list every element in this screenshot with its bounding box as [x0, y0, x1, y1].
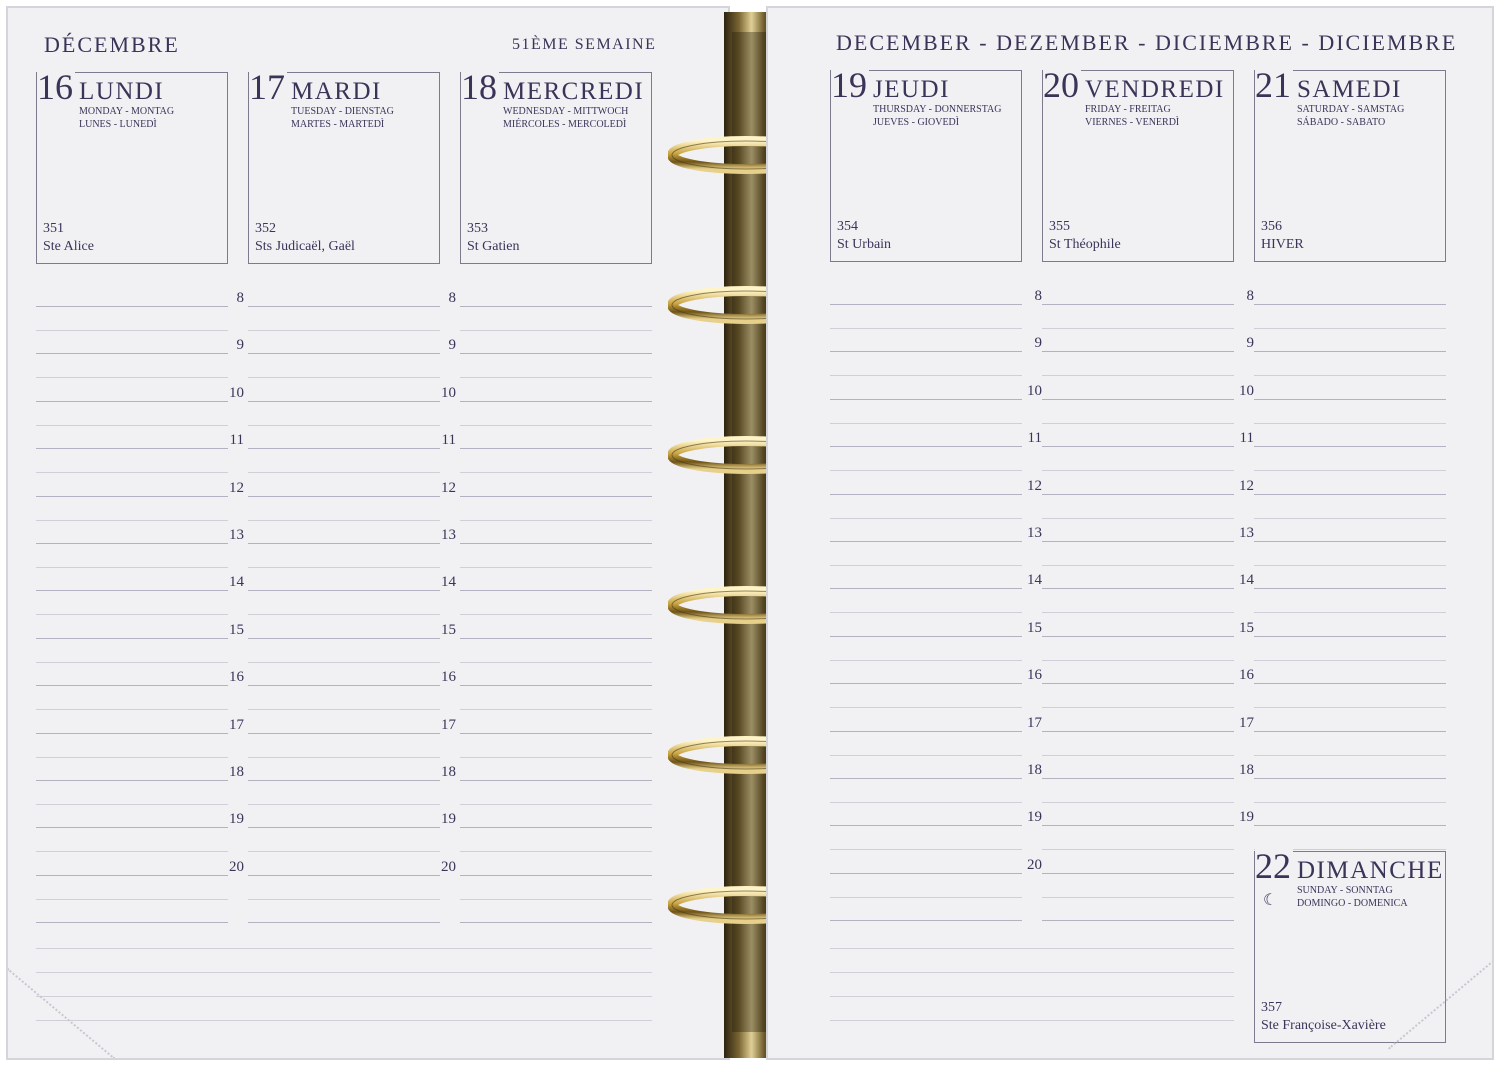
corner-perforation [8, 968, 115, 1058]
left-planner-page [8, 8, 728, 1058]
half-hour-line [460, 567, 652, 568]
half-hour-line [1042, 470, 1234, 471]
day-name-translations: WEDNESDAY - MITTWOCH [503, 106, 629, 117]
hour-label: 14 [1239, 572, 1254, 589]
hour-label: 16 [1027, 667, 1042, 684]
day-box[interactable] [36, 67, 228, 264]
half-hour-line [830, 849, 1022, 850]
hour-line [248, 496, 440, 497]
half-hour-line [36, 425, 228, 426]
half-hour-line [1042, 518, 1234, 519]
half-hour-line [830, 612, 1022, 613]
hour-line [460, 922, 652, 923]
hour-line [248, 590, 440, 591]
hour-label: 19 [1239, 809, 1254, 826]
half-hour-line [1254, 328, 1446, 329]
day-number: 19 [831, 65, 867, 105]
hour-label: 18 [229, 764, 244, 780]
day-name: LUNDI [79, 78, 165, 105]
hour-line [1042, 873, 1234, 874]
hour-label: 16 [441, 669, 456, 686]
hour-line [36, 401, 228, 402]
hour-line [1042, 683, 1234, 684]
hour-line [36, 448, 228, 449]
sunday-number: 22 [1255, 846, 1291, 886]
hour-label: 15 [1239, 619, 1254, 636]
half-hour-line [830, 470, 1022, 471]
hour-label: 11 [441, 432, 456, 449]
hour-line [1042, 494, 1234, 495]
half-hour-line [248, 330, 440, 331]
hour-label: 8 [1246, 288, 1254, 304]
hour-line [248, 922, 440, 923]
hour-line [830, 920, 1022, 921]
hour-line [1254, 636, 1446, 637]
half-hour-line [460, 851, 652, 852]
hour-line [460, 875, 652, 876]
half-hour-line [248, 662, 440, 663]
half-hour-line [1254, 755, 1446, 756]
half-hour-line [830, 375, 1022, 376]
hour-line [36, 306, 228, 307]
half-hour-line [36, 804, 228, 805]
hour-label: 15 [441, 621, 456, 638]
day-name: VENDREDI [1085, 76, 1225, 103]
day-name-translations: FRIDAY - FREITAG [1085, 104, 1171, 115]
half-hour-line [1042, 660, 1234, 661]
right-planner-page [768, 8, 1492, 1058]
day-box[interactable] [248, 67, 440, 264]
notes-line [830, 972, 1234, 973]
hour-line [36, 875, 228, 876]
hour-label: 16 [229, 669, 244, 686]
hour-line [1254, 446, 1446, 447]
day-name: MARDI [291, 78, 382, 105]
hour-label: 14 [229, 574, 244, 591]
hour-line [830, 636, 1022, 637]
half-hour-line [248, 899, 440, 900]
hour-line [460, 638, 652, 639]
half-hour-line [1254, 470, 1446, 471]
day-number: 18 [461, 67, 497, 107]
hour-line [830, 399, 1022, 400]
hour-line [1042, 825, 1234, 826]
hour-line [460, 401, 652, 402]
hour-line [36, 733, 228, 734]
half-hour-line [248, 425, 440, 426]
half-hour-line [248, 804, 440, 805]
day-name-translations: TUESDAY - DIENSTAG [291, 106, 394, 117]
hour-label: 19 [229, 811, 244, 828]
hour-line [460, 543, 652, 544]
hour-label: 20 [1027, 856, 1042, 873]
half-hour-line [1042, 849, 1234, 850]
day-of-year: 351 [43, 221, 64, 236]
hour-label: 13 [1027, 525, 1042, 541]
hour-line [830, 351, 1022, 352]
notes-line [36, 948, 652, 949]
hour-label: 12 [441, 479, 456, 496]
hour-line [1042, 920, 1234, 921]
hour-line [1254, 731, 1446, 732]
hour-line [1042, 399, 1234, 400]
hour-label: 12 [1239, 477, 1254, 494]
hour-line [1254, 494, 1446, 495]
half-hour-line [248, 614, 440, 615]
hour-label: 17 [1239, 714, 1254, 731]
sunday-sub1: SUNDAY - SONNTAG [1297, 885, 1393, 896]
hour-line [460, 780, 652, 781]
half-hour-line [460, 425, 652, 426]
hour-line [1254, 778, 1446, 779]
month-title: DÉCEMBRE [44, 32, 180, 57]
half-hour-line [1254, 802, 1446, 803]
notes-line [830, 996, 1234, 997]
half-hour-line [1254, 375, 1446, 376]
hour-line [1042, 304, 1234, 305]
hour-line [830, 825, 1022, 826]
hour-line [1254, 351, 1446, 352]
hour-label: 17 [229, 716, 244, 733]
hour-line [36, 353, 228, 354]
day-box[interactable] [1042, 65, 1234, 262]
hour-label: 13 [1239, 525, 1254, 541]
day-number: 20 [1043, 65, 1079, 105]
day-box[interactable] [830, 65, 1022, 262]
hour-line [1042, 588, 1234, 589]
hour-label: 15 [229, 621, 244, 638]
half-hour-line [830, 565, 1022, 566]
half-hour-line [1042, 707, 1234, 708]
hour-line [248, 875, 440, 876]
hour-line [1042, 541, 1234, 542]
half-hour-line [1042, 375, 1234, 376]
notes-line [830, 1020, 1234, 1021]
hour-label: 18 [1027, 762, 1042, 778]
day-number: 21 [1255, 65, 1291, 105]
hour-line [830, 873, 1022, 874]
hour-line [830, 494, 1022, 495]
half-hour-line [36, 567, 228, 568]
hour-line [830, 778, 1022, 779]
hour-line [248, 780, 440, 781]
half-hour-line [36, 757, 228, 758]
hour-line [1254, 399, 1446, 400]
hour-label: 15 [1027, 619, 1042, 636]
half-hour-line [460, 614, 652, 615]
half-hour-line [248, 757, 440, 758]
half-hour-line [1042, 565, 1234, 566]
half-hour-line [1254, 612, 1446, 613]
sunday-name: DIMANCHE [1297, 857, 1444, 884]
saint-name: St Urbain [837, 237, 892, 252]
day-box[interactable] [460, 67, 652, 264]
day-name-translations: MONDAY - MONTAG [79, 106, 175, 117]
hour-label: 18 [1239, 762, 1254, 778]
hour-label: 11 [1027, 430, 1042, 447]
hour-line [1254, 541, 1446, 542]
half-hour-line [460, 757, 652, 758]
hour-line [460, 353, 652, 354]
hour-label: 19 [441, 811, 456, 828]
sunday-sub2: DOMINGO - DOMENICA [1297, 898, 1408, 909]
day-name: JEUDI [873, 76, 950, 103]
hour-label: 12 [1027, 477, 1042, 494]
half-hour-line [36, 851, 228, 852]
half-hour-line [460, 804, 652, 805]
hour-line [248, 401, 440, 402]
hour-line [36, 590, 228, 591]
day-box[interactable] [1254, 65, 1446, 262]
hour-label: 16 [1239, 667, 1254, 684]
hour-line [830, 541, 1022, 542]
half-hour-line [830, 328, 1022, 329]
hour-line [1042, 446, 1234, 447]
hour-label: 10 [441, 384, 456, 401]
hour-line [248, 306, 440, 307]
half-hour-line [36, 709, 228, 710]
half-hour-line [460, 709, 652, 710]
hour-line [830, 446, 1022, 447]
hour-line [460, 590, 652, 591]
hour-line [1254, 588, 1446, 589]
hour-label: 13 [441, 527, 456, 543]
half-hour-line [830, 518, 1022, 519]
half-hour-line [248, 567, 440, 568]
hour-label: 12 [229, 479, 244, 496]
hour-line [1042, 636, 1234, 637]
half-hour-line [36, 899, 228, 900]
hour-label: 10 [229, 384, 244, 401]
hour-label: 9 [448, 337, 456, 354]
half-hour-line [1042, 802, 1234, 803]
moon-phase-icon: ☾ [1263, 892, 1278, 909]
day-name-translations: SATURDAY - SAMSTAG [1297, 104, 1405, 115]
half-hour-line [830, 660, 1022, 661]
saint-name: St Théophile [1049, 237, 1121, 252]
hour-line [248, 638, 440, 639]
hour-label: 18 [441, 764, 456, 780]
hour-label: 8 [236, 290, 244, 306]
day-name-translations: THURSDAY - DONNERSTAG [873, 104, 1002, 115]
day-name-translations: MIÉRCOLES - MERCOLEDÌ [503, 119, 627, 130]
notes-line [36, 972, 652, 973]
half-hour-line [1254, 660, 1446, 661]
hour-line [1254, 825, 1446, 826]
hour-line [36, 496, 228, 497]
hour-line [460, 496, 652, 497]
hour-label: 17 [441, 716, 456, 733]
hour-label: 10 [1027, 382, 1042, 399]
half-hour-line [830, 802, 1022, 803]
half-hour-line [1042, 612, 1234, 613]
hour-line [1042, 778, 1234, 779]
hour-label: 9 [1034, 335, 1042, 352]
saint-name: Ste Alice [43, 239, 94, 254]
half-hour-line [460, 899, 652, 900]
saint-name: St Gatien [467, 239, 520, 254]
hour-line [1254, 683, 1446, 684]
half-hour-line [1254, 518, 1446, 519]
day-name-translations: JUEVES - GIOVEDÌ [873, 117, 960, 128]
half-hour-line [36, 330, 228, 331]
hour-label: 14 [1027, 572, 1042, 589]
hour-label: 11 [1239, 430, 1254, 447]
hour-line [830, 588, 1022, 589]
hour-line [1042, 351, 1234, 352]
half-hour-line [830, 897, 1022, 898]
day-name-translations: LUNES - LUNEDÌ [79, 119, 157, 130]
day-number: 16 [37, 67, 73, 107]
half-hour-line [1042, 328, 1234, 329]
half-hour-line [36, 662, 228, 663]
hour-line [830, 683, 1022, 684]
day-of-year: 355 [1049, 219, 1070, 234]
hour-line [1042, 731, 1234, 732]
half-hour-line [248, 520, 440, 521]
hour-label: 17 [1027, 714, 1042, 731]
day-of-year: 353 [467, 221, 488, 236]
day-of-year: 354 [837, 219, 858, 234]
half-hour-line [460, 472, 652, 473]
hour-line [36, 922, 228, 923]
half-hour-line [830, 423, 1022, 424]
hour-line [460, 448, 652, 449]
day-of-year: 356 [1261, 219, 1282, 234]
saint-name: HIVER [1261, 237, 1304, 252]
hour-label: 20 [229, 858, 244, 875]
half-hour-line [1042, 423, 1234, 424]
hour-line [460, 733, 652, 734]
hour-line [36, 685, 228, 686]
day-name-translations: MARTES - MARTEDÌ [291, 119, 385, 130]
hour-label: 8 [1034, 288, 1042, 304]
day-name-translations: SÁBADO - SABATO [1297, 117, 1386, 128]
day-of-year: 357 [1261, 1000, 1282, 1015]
day-name: SAMEDI [1297, 76, 1402, 103]
half-hour-line [460, 377, 652, 378]
hour-label: 19 [1027, 809, 1042, 826]
hour-line [36, 827, 228, 828]
hour-line [248, 543, 440, 544]
hour-line [460, 685, 652, 686]
hour-label: 14 [441, 574, 456, 591]
hour-label: 13 [229, 527, 244, 543]
half-hour-line [36, 614, 228, 615]
hour-label: 10 [1239, 382, 1254, 399]
saint-name: Ste Françoise-Xavière [1261, 1018, 1386, 1033]
hour-line [248, 448, 440, 449]
half-hour-line [36, 520, 228, 521]
notes-line [830, 948, 1234, 949]
hour-line [460, 827, 652, 828]
half-hour-line [460, 520, 652, 521]
hour-line [1254, 304, 1446, 305]
half-hour-line [248, 472, 440, 473]
half-hour-line [248, 709, 440, 710]
hour-line [248, 827, 440, 828]
hour-label: 9 [236, 337, 244, 354]
half-hour-line [460, 330, 652, 331]
month-title-multilang: DECEMBER - DEZEMBER - DICIEMBRE - DICIEMBRE [836, 30, 1458, 55]
half-hour-line [36, 377, 228, 378]
hour-line [36, 780, 228, 781]
hour-line [830, 304, 1022, 305]
week-label: 51ÈME SEMAINE [512, 36, 657, 53]
day-name-translations: VIERNES - VENERDÌ [1085, 117, 1180, 128]
half-hour-line [36, 472, 228, 473]
hour-line [830, 731, 1022, 732]
hour-label: 9 [1246, 335, 1254, 352]
hour-line [248, 353, 440, 354]
day-of-year: 352 [255, 221, 276, 236]
half-hour-line [1254, 565, 1446, 566]
day-number: 17 [249, 67, 285, 107]
half-hour-line [1254, 707, 1446, 708]
day-name: MERCREDI [503, 78, 645, 105]
hour-line [248, 733, 440, 734]
saint-name: Sts Judicaël, Gaël [255, 239, 355, 254]
hour-line [248, 685, 440, 686]
half-hour-line [830, 707, 1022, 708]
half-hour-line [248, 377, 440, 378]
hour-label: 8 [448, 290, 456, 306]
notes-line [36, 996, 652, 997]
half-hour-line [830, 755, 1022, 756]
notes-line [36, 1020, 652, 1021]
half-hour-line [460, 662, 652, 663]
half-hour-line [248, 851, 440, 852]
hour-line [36, 638, 228, 639]
half-hour-line [1042, 897, 1234, 898]
hour-label: 11 [229, 432, 244, 449]
hour-line [36, 543, 228, 544]
hour-label: 20 [441, 858, 456, 875]
half-hour-line [1042, 755, 1234, 756]
half-hour-line [1254, 423, 1446, 424]
day-box-sunday[interactable] [1254, 846, 1446, 1043]
hour-line [460, 306, 652, 307]
